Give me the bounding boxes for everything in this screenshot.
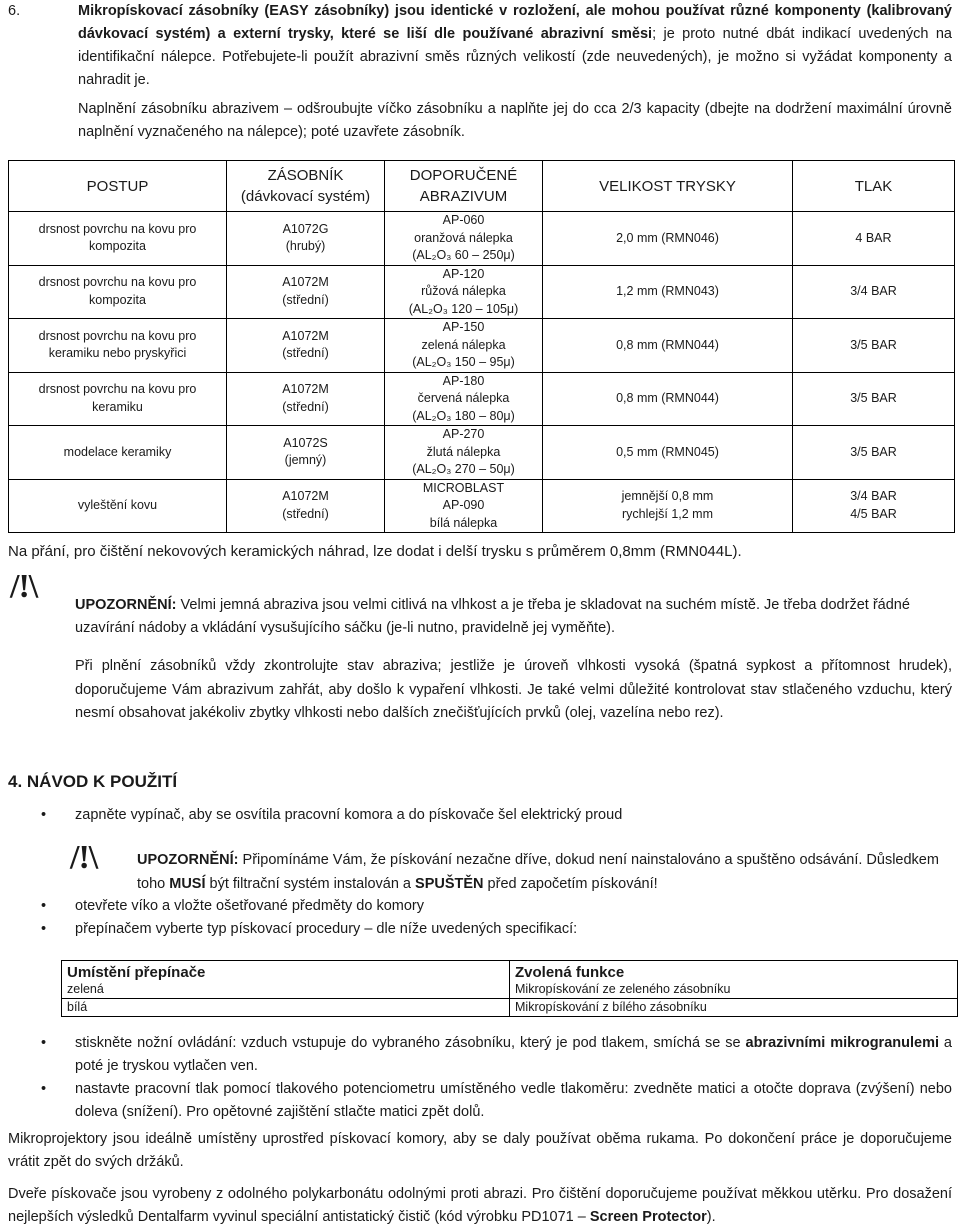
microprojector-paragraph: Mikroprojektory jsou ideálně umístěny uprostřed pískovací komory, aby se daly používat oběma rukama. Po dokončení práce je doporučujeme vrátit zpět do svých držáků. bbox=[8, 1131, 952, 1170]
switch-col1-header: Umístění přepínače bbox=[62, 961, 510, 982]
cell-zasobnik: A1072M (střední) bbox=[227, 372, 385, 426]
cell-abrazivum: AP-180 červená nálepka (AL₂O₃ 180 – 80μ) bbox=[385, 372, 543, 426]
cell-postup: drsnost povrchu na kovu pro kompozita bbox=[9, 212, 227, 266]
cell-zasobnik: A1072M (střední) bbox=[227, 479, 385, 533]
list-item: • přepínačem vyberte typ pískovací procedury – dle níže uvedených specifikací: bbox=[8, 918, 952, 941]
switch-position: bílá bbox=[62, 999, 510, 1017]
table-header-row bbox=[9, 161, 955, 212]
bullet-icon: • bbox=[41, 807, 47, 823]
cell-tlak: 3/4 BAR bbox=[793, 265, 955, 319]
cell-tryska: jemnější 0,8 mm rychlejší 1,2 mm bbox=[543, 479, 793, 533]
switch-table bbox=[61, 960, 958, 1017]
bullet-icon: • bbox=[41, 921, 47, 937]
list-item: • otevřete víko a vložte ošetřované předměty do komory bbox=[8, 895, 952, 918]
switch-position: zelená bbox=[62, 981, 510, 999]
list-item: • zapněte vypínač, aby se osvítila pracovní komora a do pískovače šel elektrický proud bbox=[8, 804, 952, 827]
warning-1-text: Velmi jemná abraziva jsou velmi citlivá na vlhkost a je třeba je skladovat na suchém místě. Je třeba dodržet řádné uzavírání nádoby a vkládání vysušujícího sáčku (je-li nutno, pravidelně jej vyměňte). bbox=[75, 597, 910, 636]
list-item: • stiskněte nožní ovládání: vzduch vstupuje do vybraného zásobníku, který je pod tlakem, smíchá se se abrazivními mikrogranulemi a poté je tryskou vytlačen ven. bbox=[8, 1032, 952, 1078]
table-row bbox=[62, 999, 958, 1017]
cell-zasobnik: A1072S (jemný) bbox=[227, 426, 385, 480]
table-row bbox=[9, 319, 955, 373]
header-abrazivum: DOPORUČENÉ ABRAZIVUM bbox=[385, 161, 543, 212]
cell-postup: drsnost povrchu na kovu pro keramiku bbox=[9, 372, 227, 426]
warning-icon: /!\ bbox=[70, 839, 98, 876]
abrasive-table bbox=[8, 160, 955, 533]
cell-postup: drsnost povrchu na kovu pro kompozita bbox=[9, 265, 227, 319]
cell-tryska: 2,0 mm (RMN046) bbox=[543, 212, 793, 266]
warning-1-label: UPOZORNĚNÍ: bbox=[75, 597, 177, 613]
warning-2: UPOZORNĚNÍ: Připomínáme Vám, že pískování nezačne dříve, dokud není nainstalováno a spuštěno odsávání. Důsledkem toho MUSÍ být filtrační systém instalován a SPUŠTĚN před započetím pískování! bbox=[137, 852, 939, 892]
section-6-rest-text: ; je proto nutné dbát indikací uvedených na identifikační nálepce. Potřebujete-li použít abrazivní směs různých velikostí (zde neuvedených), je možno si vyžádat komponenty a nahradit je. bbox=[78, 26, 952, 88]
nozzle-note: Na přání, pro čištění nekovových keramických náhrad, lze dodat i delší trysku s průměrem 0,8mm (RMN044L). bbox=[8, 543, 742, 560]
cell-tryska: 0,5 mm (RMN045) bbox=[543, 426, 793, 480]
table-row bbox=[9, 212, 955, 266]
section-6-bold-text: Mikropískovací zásobníky (EASY zásobníky) jsou identické v rozložení, ale mohou používat různé komponenty (kalibrovaný dávkovací systém) a externí trysky, které se liší dle používané abrazivní směsi bbox=[78, 3, 952, 42]
warning-icon: /!\ bbox=[10, 568, 38, 605]
header-tlak: TLAK bbox=[793, 161, 955, 212]
table-row bbox=[9, 265, 955, 319]
warning-1 bbox=[75, 594, 952, 640]
table-row bbox=[9, 372, 955, 426]
list-item: • nastavte pracovní tlak pomocí tlakového potenciometru umístěného vedle tlakoměru: zvedněte matici a otočte doprava (zvýšení) nebo doleva (snížení). Pro opětovné zajištění stlačte matici zpět dolů. bbox=[8, 1078, 952, 1124]
cell-tlak: 3/4 BAR 4/5 BAR bbox=[793, 479, 955, 533]
cell-tryska: 0,8 mm (RMN044) bbox=[543, 319, 793, 373]
cell-tlak: 3/5 BAR bbox=[793, 372, 955, 426]
section-6 bbox=[8, 0, 952, 144]
bullet-icon: • bbox=[41, 1035, 47, 1051]
cell-tlak: 3/5 BAR bbox=[793, 319, 955, 373]
instruction-list-2 bbox=[8, 895, 952, 941]
filling-paragraph: Při plnění zásobníků vždy zkontrolujte stav abraziva; jestliže je úroveň vlhkosti vysoká (špatná sypkost a přítomnost hrudek), doporučujeme Vám abrazivum zahřát, aby došlo k vypaření vlhkosti. Je také velmi důležité kontrolovat stav stlačeného vzduchu, který nesmí obsahovat jakékoliv zbytky vlhkosti nebo dalších znečišťujících prvků (olej, vazelína nebo rez). bbox=[75, 658, 952, 721]
cell-abrazivum: AP-270 žlutá nálepka (AL₂O₃ 270 – 50μ) bbox=[385, 426, 543, 480]
table-row bbox=[9, 479, 955, 533]
cell-tlak: 4 BAR bbox=[793, 212, 955, 266]
doors-paragraph: Dveře pískovače jsou vyrobeny z odolného polykarbonátu odolnými proti abrazi. Pro čištění doporučujeme používat měkkou utěrku. Pro dosažení nejlepších výsledků Dentalfarm vyvinul speciální antistatický čistič (kód výrobku PD1071 – Screen Protector). bbox=[8, 1186, 952, 1225]
cell-abrazivum: MICROBLAST AP-090 bílá nálepka bbox=[385, 479, 543, 533]
instruction-list-1 bbox=[8, 804, 952, 827]
cell-zasobnik: A1072M (střední) bbox=[227, 265, 385, 319]
bullet-icon: • bbox=[41, 1081, 47, 1097]
table-row bbox=[9, 426, 955, 480]
header-postup: POSTUP bbox=[9, 161, 227, 212]
cell-abrazivum: AP-150 zelená nálepka (AL₂O₃ 150 – 95μ) bbox=[385, 319, 543, 373]
cell-tlak: 3/5 BAR bbox=[793, 426, 955, 480]
table-row bbox=[62, 981, 958, 999]
cell-abrazivum: AP-120 růžová nálepka (AL₂O₃ 120 – 105μ) bbox=[385, 265, 543, 319]
cell-tryska: 1,2 mm (RMN043) bbox=[543, 265, 793, 319]
fill-instructions: Naplnění zásobníku abrazivem – odšroubujte víčko zásobníku a naplňte jej do cca 2/3 kapacity (dbejte na dodržení maximální úrovně naplnění vyznačeného na nálepce); poté uzavřete zásobník. bbox=[78, 101, 952, 140]
header-tryska: VELIKOST TRYSKY bbox=[543, 161, 793, 212]
cell-tryska: 0,8 mm (RMN044) bbox=[543, 372, 793, 426]
switch-function: Mikropískování ze zeleného zásobníku bbox=[510, 981, 958, 999]
microgranules-bold: abrazivními mikrogranulemi bbox=[745, 1035, 939, 1051]
cell-zasobnik: A1072G (hrubý) bbox=[227, 212, 385, 266]
cell-zasobnik: A1072M (střední) bbox=[227, 319, 385, 373]
section-6-intro bbox=[78, 0, 952, 92]
section-number: 6. bbox=[8, 3, 21, 19]
section-4-heading: 4. NÁVOD K POUŽITÍ bbox=[8, 772, 178, 791]
started-word: SPUŠTĚN bbox=[415, 875, 484, 892]
cell-postup: vyleštění kovu bbox=[9, 479, 227, 533]
screen-protector-bold: Screen Protector bbox=[589, 1208, 707, 1225]
cell-postup: drsnost povrchu na kovu pro keramiku nebo pryskyřici bbox=[9, 319, 227, 373]
cell-postup: modelace keramiky bbox=[9, 426, 227, 480]
must-word: MUSÍ bbox=[169, 875, 206, 892]
cell-abrazivum: AP-060 oranžová nálepka (AL₂O₃ 60 – 250μ) bbox=[385, 212, 543, 266]
warning-2-label: UPOZORNĚNÍ: bbox=[137, 852, 239, 868]
switch-function: Mikropískování z bílého zásobníku bbox=[510, 999, 958, 1017]
bullet-icon: • bbox=[41, 898, 47, 914]
header-zasobnik: ZÁSOBNÍK (dávkovací systém) bbox=[227, 161, 385, 212]
switch-table-header bbox=[62, 961, 958, 982]
switch-col2-header: Zvolená funkce bbox=[510, 961, 958, 982]
instruction-list-3 bbox=[8, 1032, 952, 1124]
